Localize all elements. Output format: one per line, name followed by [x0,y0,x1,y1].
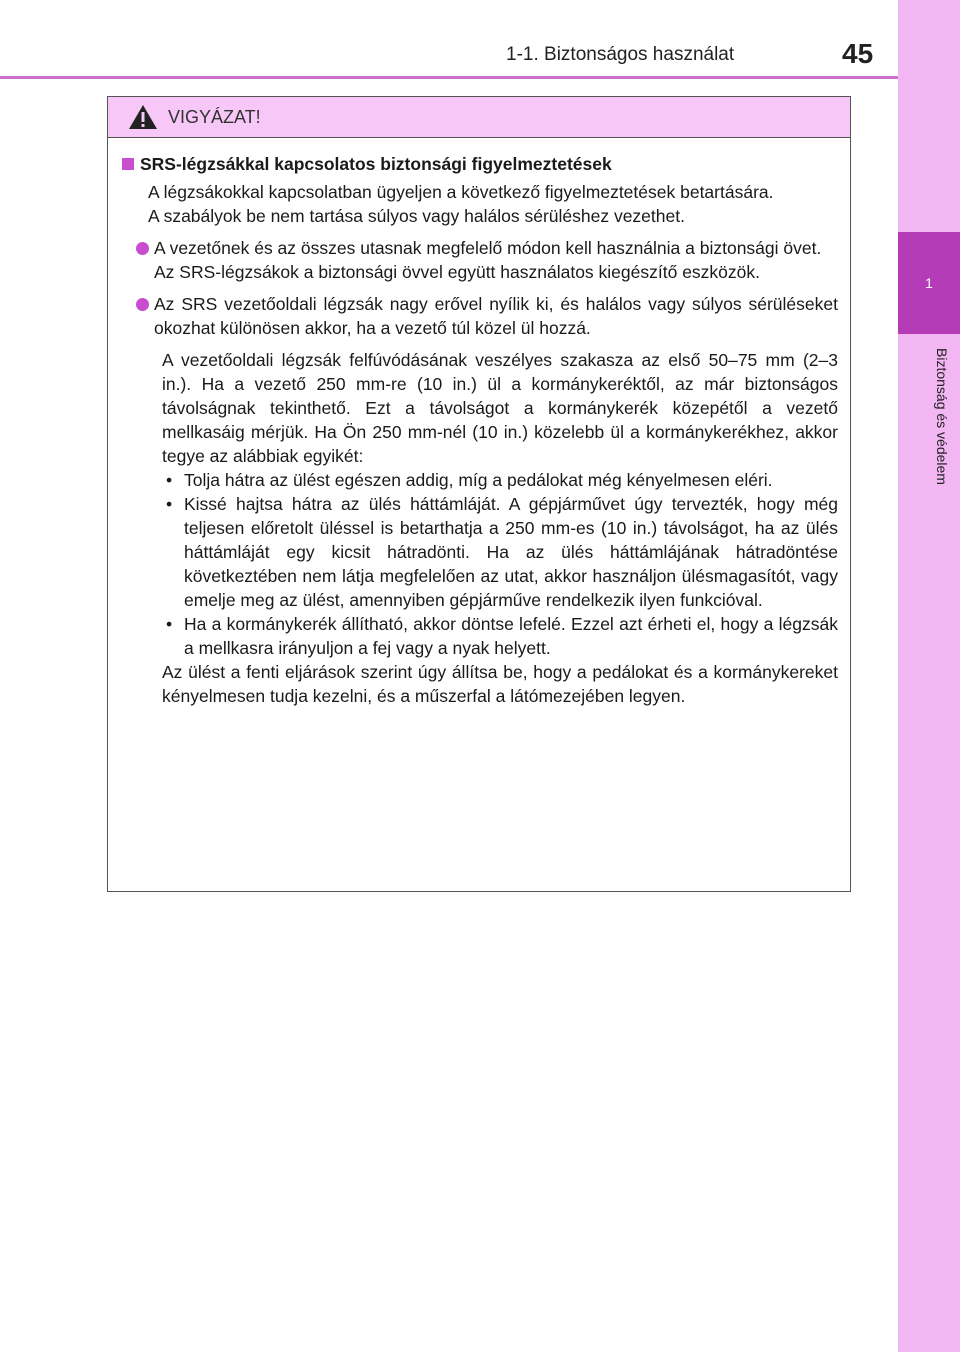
dot-item-text: Ha a kormánykerék állítható, akkor döntse lefelé. Ezzel azt érheti el, hogy a légzsák a mellkasra irányuljon a fej vagy a nyak helyett. [184,614,838,658]
closing-paragraph: Az ülést a fenti eljárások szerint úgy állítsa be, hogy a pedálokat és a kormánykereket kényelmesen tudja kezelni, és a műszerfal a látómezejében legyen. [162,662,838,706]
intro-line: A légzsákokkal kapcsolatban ügyeljen a következő figyelmeztetések betartására. [148,182,774,202]
dot-bullet: • [166,494,173,514]
section-heading-text: SRS-légzsákkal kapcsolatos biztonsági figyelmeztetések [140,154,612,174]
section-title: 1-1. Biztonságos használat [506,44,735,65]
bullet-line: A vezetőnek és az összes utasnak megfelelő módon kell használnia a biztonsági övet. [154,238,822,258]
warning-header [108,97,850,138]
bullet-item [136,236,838,284]
section-heading [122,152,838,176]
dot-list-item [166,468,838,492]
warning-body [108,138,850,708]
intro-line: A szabályok be nem tartása súlyos vagy halálos sérüléshez vezethet. [148,206,685,226]
bullet-line: Az SRS-légzsákok a biztonsági övvel együtt használatos kiegészítő eszközök. [154,262,761,282]
bullet-line: Az SRS vezetőoldali légzsák nagy erővel nyílik ki, és halálos vagy súlyos sérüléseket okozhat különösen akkor, ha a vezető túl közel ül hozzá. [154,294,838,338]
circle-bullet-icon [136,298,149,311]
chapter-number: 1 [898,232,960,334]
dot-bullet: • [166,470,173,490]
warning-box [107,96,851,892]
warning-title: VIGYÁZAT! [168,106,261,127]
square-bullet-icon [122,158,134,170]
dot-item-text: Tolja hátra az ülést egészen addig, míg a pedálokat még kényelmesen eléri. [184,470,773,490]
dot-list-item [166,492,838,612]
warning-triangle-icon [128,104,158,130]
dot-list-item [166,612,838,660]
dot-item-text: Kissé hajtsa hátra az ülés háttámláját. A gépjárművet úgy tervezték, hogy még teljesen előretolt üléssel is betarthatja a 250 mm-es (10 in.) távolságot, ha az ülés háttámláját egy kicsit hátradönti. Ha az ülés háttámlájának hátradöntése következtében nem látja megfelelően az utat, akkor használjon ülésmagasítót, vagy emelje meg az ülést, amennyiben gépjárműve rendelkezik ilyen funkcióval. [184,494,838,610]
header-divider [0,76,898,79]
side-chapter-tab [898,0,960,1352]
chapter-title: Biztonság és védelem [934,348,950,485]
page-number: 45 [842,38,874,69]
detail-paragraph: A vezetőoldali légzsák felfúvódásának veszélyes szakasza az első 50–75 mm (2–3 in.). Ha a vezető 250 mm-re (10 in.) ül a kormánykeréktől, az már biztonságos távolságnak tekinthető. Ezt a távolságot a kormánykerék közepétől a vezető mellkasáig mérjük. Ha Ön 250 mm-nél (10 in.) közelebb ül a kormánykerékhez, akkor tegye az alábbiak egyikét: [162,350,838,466]
dot-bullet: • [166,614,173,634]
circle-bullet-icon [136,242,149,255]
bullet-item [136,292,838,340]
